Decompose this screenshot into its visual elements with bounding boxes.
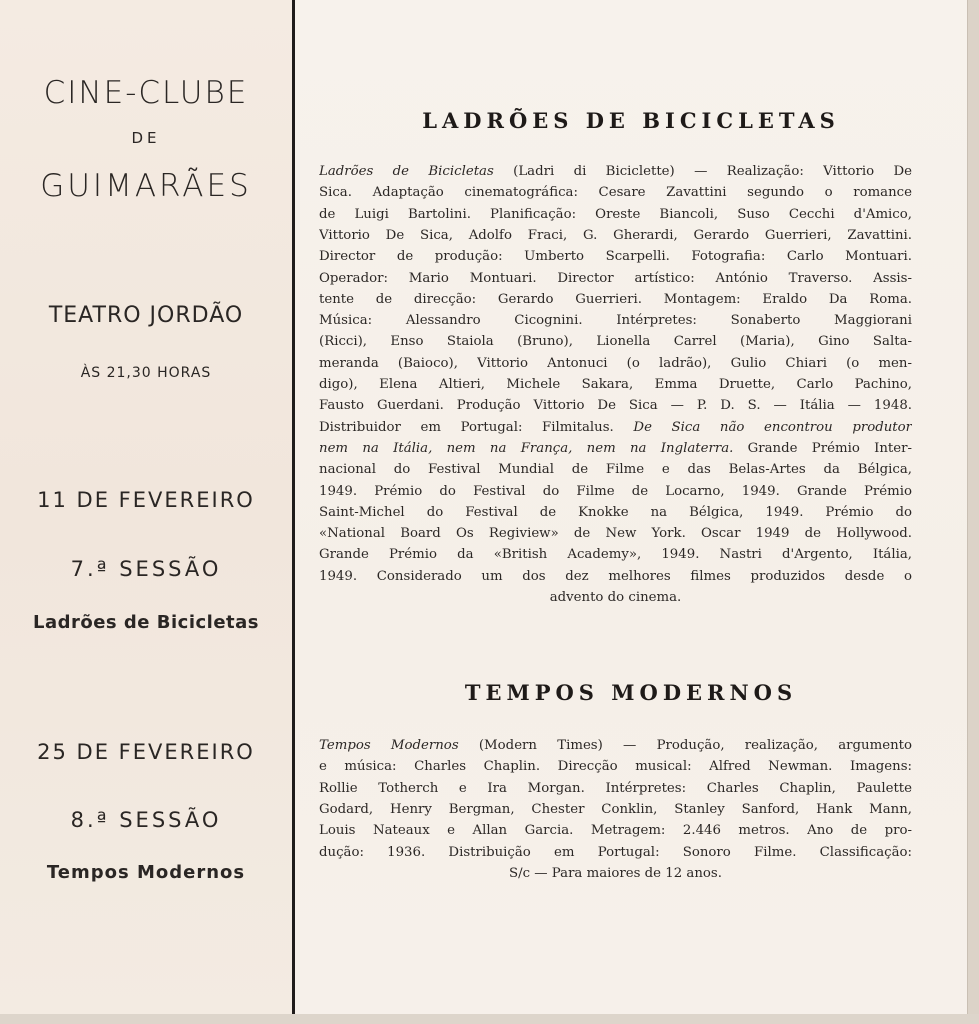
- description-line: [319, 820, 912, 841]
- italic-text: De Sica não encontrou produtor: [633, 419, 912, 435]
- description-line: [319, 331, 912, 352]
- italic-text: Tempos Modernos: [319, 738, 459, 753]
- description-line: [319, 502, 912, 523]
- film-title-tempos: TEMPOS MODERNOS: [464, 680, 798, 705]
- session-number: 7.ª SESSÃO: [70, 557, 222, 581]
- plain-text: nacional do Festival Mundial de Filme e das Belas-Artes da Bélgica,: [319, 462, 912, 478]
- description-line: [319, 523, 912, 544]
- plain-text: Operador: Mario Montuari. Director artístico: António Traverso. Assis-: [319, 270, 912, 286]
- screening-time: ÀS 21,30 HORAS: [80, 365, 212, 381]
- plain-text: advento do cinema.: [549, 590, 682, 605]
- description-line: [319, 225, 912, 246]
- plain-text: (Modern Times) — Produção, realização, argumento: [458, 738, 912, 753]
- plain-text: Director de produção: Umberto Scarpelli. Fotografia: Carlo Montuari.: [319, 249, 912, 265]
- session-film-title: Ladrões de Bicicletas: [32, 612, 260, 633]
- description-line: [319, 756, 912, 777]
- plain-text: Música: Alessandro Cicognini. Intérpretes: Sonaberto Maggiorani: [319, 313, 912, 329]
- plain-text: Grande Prémio Inter-: [733, 440, 912, 456]
- description-line: [319, 842, 912, 863]
- description-line: [319, 566, 912, 587]
- description-line: [319, 544, 912, 565]
- plain-text: e música: Charles Chaplin. Direcção musical: Alfred Newman. Imagens:: [319, 759, 912, 775]
- description-line: [319, 587, 912, 608]
- description-line: [319, 161, 912, 182]
- program-cover-panel: [0, 0, 292, 1024]
- plain-text: Vittorio De Sica, Adolfo Fraci, G. Gherardi, Gerardo Guerrieri, Zavattini.: [319, 227, 912, 243]
- plain-text: (Ricci), Enso Staiola (Bruno), Lionella Carrel (Maria), Gino Salta-: [319, 334, 912, 350]
- description-line: [319, 799, 912, 820]
- film-notes-panel: [295, 0, 967, 1024]
- plain-text: Distribuidor em Portugal: Filmitalus.: [319, 419, 634, 435]
- paper-edge-right: [967, 0, 979, 1024]
- description-line: [319, 246, 912, 267]
- description-line: [319, 778, 912, 799]
- film-title-ladroes: LADRÕES DE BICICLETAS: [422, 108, 840, 133]
- plain-text: Godard, Henry Bergman, Chester Conklin, Stanley Sanford, Hank Mann,: [319, 801, 912, 817]
- plain-text: (Ladri di Biciclette) — Realização: Vittorio De: [493, 164, 912, 179]
- venue-name: TEATRO JORDÃO: [48, 303, 244, 328]
- plain-text: meranda (Baioco), Vittorio Antonuci (o ladrão), Gulio Chiari (o men-: [319, 355, 912, 371]
- session-film-title: Tempos Modernos: [46, 862, 246, 883]
- session-date: 25 DE FEVEREIRO: [37, 740, 255, 764]
- plain-text: «National Board Os Regiview» de New York. Oscar 1949 de Hollywood.: [319, 526, 912, 542]
- session-number: 8.ª SESSÃO: [70, 808, 222, 832]
- description-line: [319, 481, 912, 502]
- description-line: [319, 182, 912, 203]
- description-line: [319, 268, 912, 289]
- plain-text: Sica. Adaptação cinematográfica: Cesare Zavattini segundo o romance: [319, 185, 912, 201]
- plain-text: tente de direcção: Gerardo Guerrieri. Montagem: Eraldo Da Roma.: [319, 291, 912, 307]
- plain-text: Louis Nateaux e Allan Garcia. Metragem: 2.446 metros. Ano de pro-: [319, 823, 912, 839]
- description-line: [319, 459, 912, 480]
- paper-edge-bottom: [0, 1014, 979, 1024]
- plain-text: 1949. Considerado um dos dez melhores filmes produzidos desde o: [319, 568, 912, 584]
- club-city: GUIMARÃES: [40, 168, 252, 204]
- plain-text: dução: 1936. Distribuição em Portugal: Sonoro Filme. Classificação:: [319, 844, 912, 860]
- plain-text: Fausto Guerdani. Produção Vittorio De Sica — P. D. S. — Itália — 1948.: [319, 398, 912, 414]
- club-name-de: DE: [131, 129, 161, 147]
- description-line: [319, 395, 912, 416]
- description-line: [319, 374, 912, 395]
- plain-text: de Luigi Bartolini. Planificação: Oreste Biancoli, Suso Cecchi d'Amico,: [319, 206, 912, 222]
- description-line: [319, 310, 912, 331]
- italic-text: nem na Itália, nem na França, nem na Inglaterra.: [319, 440, 734, 456]
- plain-text: Rollie Totherch e Ira Morgan. Intérpretes: Charles Chaplin, Paulette: [319, 780, 912, 796]
- plain-text: S/c — Para maiores de 12 anos.: [509, 865, 722, 881]
- description-line: [319, 863, 912, 884]
- italic-text: Ladrões de Bicicletas: [319, 164, 494, 179]
- description-line: [319, 735, 912, 756]
- description-line: [319, 353, 912, 374]
- description-line: [319, 438, 912, 459]
- description-line: [319, 204, 912, 225]
- plain-text: 1949. Prémio do Festival do Filme de Locarno, 1949. Grande Prémio: [319, 483, 912, 499]
- plain-text: Saint-Michel do Festival de Knokke na Bélgica, 1949. Prémio do: [319, 504, 912, 520]
- description-line: [319, 417, 912, 438]
- session-date: 11 DE FEVEREIRO: [37, 488, 255, 512]
- plain-text: digo), Elena Altieri, Michele Sakara, Emma Druette, Carlo Pachino,: [319, 377, 912, 392]
- description-line: [319, 289, 912, 310]
- plain-text: Grande Prémio da «British Academy», 1949. Nastri d'Argento, Itália,: [319, 547, 912, 563]
- club-name: CINE-CLUBE: [43, 75, 249, 111]
